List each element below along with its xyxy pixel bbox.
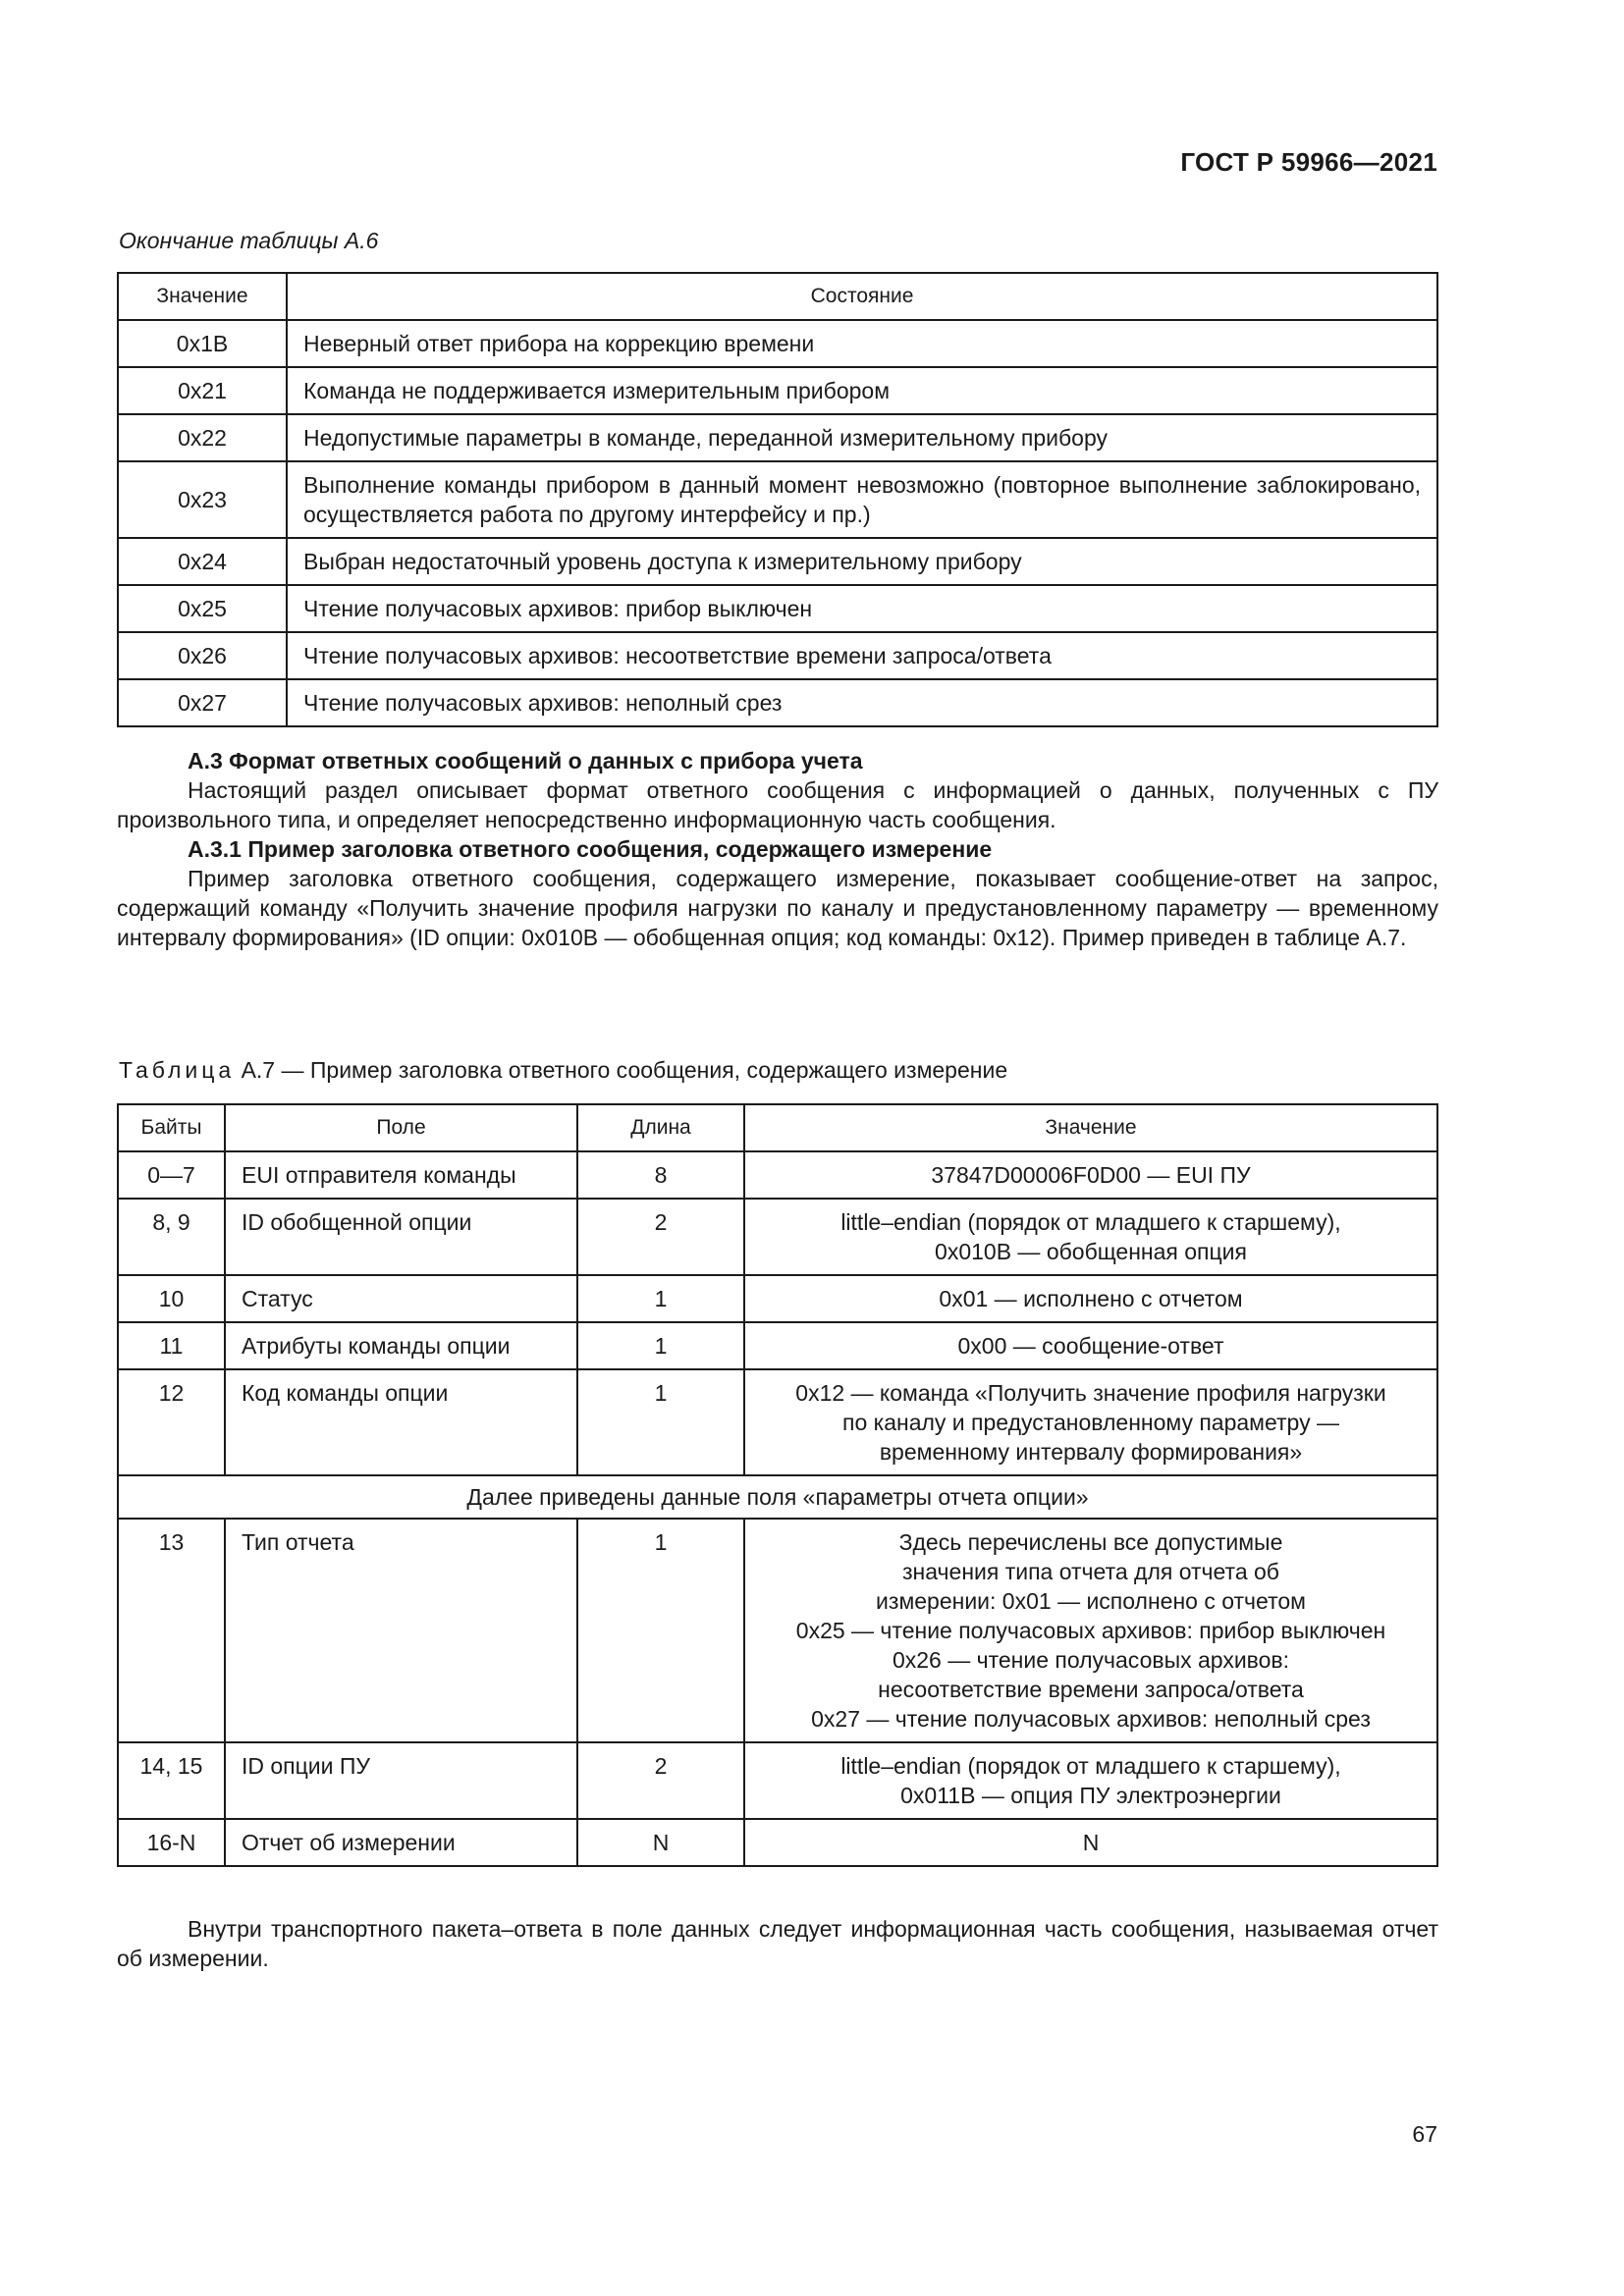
- section-paragraph: Настоящий раздел описывает формат ответного сообщения с информацией о данных, полученных с ПУ произвольного типа, и определяет непосредственно информационную часть сообщения.: [117, 777, 1438, 832]
- status-description-cell: Команда не поддерживается измерительным прибором: [287, 367, 1437, 414]
- status-description-cell: Недопустимые параметры в команде, переданной измерительному прибору: [287, 414, 1437, 461]
- value-line: временному интервалу формирования»: [879, 1439, 1303, 1465]
- value-cell: [744, 1199, 1437, 1275]
- status-code-cell: 0x24: [118, 538, 287, 585]
- table-span-row: [118, 1475, 1437, 1519]
- value-cell: [744, 1322, 1437, 1369]
- table-row: [118, 1151, 1437, 1199]
- bytes-cell: 16-N: [118, 1819, 225, 1866]
- field-cell: Код команды опции: [225, 1369, 577, 1475]
- field-cell: Статус: [225, 1275, 577, 1322]
- field-cell: Тип отчета: [225, 1519, 577, 1742]
- value-line: 0x25 — чтение получасовых архивов: прибор выключен: [795, 1618, 1386, 1643]
- table-row: [118, 1819, 1437, 1866]
- bytes-cell: 12: [118, 1369, 225, 1475]
- table-row: [118, 1199, 1437, 1275]
- length-cell: 1: [577, 1369, 744, 1475]
- bytes-cell: 0—7: [118, 1151, 225, 1199]
- length-cell: 1: [577, 1275, 744, 1322]
- table-row: [118, 1369, 1437, 1475]
- field-cell: EUI отправителя команды: [225, 1151, 577, 1199]
- value-line: 0x011B — опция ПУ электроэнергии: [900, 1783, 1281, 1808]
- column-header: Длина: [577, 1104, 744, 1151]
- table-a6-caption: Окончание таблицы А.6: [119, 228, 379, 253]
- table-header-row: [118, 273, 1437, 320]
- subsection-heading: А.3.1 Пример заголовка ответного сообщения, содержащего измерение: [188, 836, 993, 862]
- value-cell: [744, 1819, 1437, 1866]
- status-code-cell: 0x23: [118, 461, 287, 538]
- field-cell: Атрибуты команды опции: [225, 1322, 577, 1369]
- status-code-cell: 0x1B: [118, 320, 287, 367]
- status-description-cell: Неверный ответ прибора на коррекцию времени: [287, 320, 1437, 367]
- column-header: Состояние: [287, 273, 1437, 320]
- status-code-cell: 0x25: [118, 585, 287, 632]
- value-line: по каналу и предустановленному параметру —: [842, 1410, 1339, 1435]
- bytes-cell: 11: [118, 1322, 225, 1369]
- table-caption-label: Таблица: [119, 1057, 236, 1083]
- value-line: значения типа отчета для отчета об: [902, 1559, 1279, 1584]
- table-row: [118, 461, 1437, 538]
- table-row: [118, 320, 1437, 367]
- value-cell: [744, 1369, 1437, 1475]
- value-line: 37847D00006F0D00 — EUI ПУ: [931, 1162, 1251, 1188]
- value-line: несоответствие времени запроса/ответа: [878, 1677, 1304, 1702]
- status-description-cell: Чтение получасовых архивов: прибор выключен: [287, 585, 1437, 632]
- value-cell: [744, 1519, 1437, 1742]
- status-description-cell: Чтение получасовых архивов: неполный срез: [287, 679, 1437, 726]
- value-line: 0x12 — команда «Получить значение профиля нагрузки: [795, 1380, 1386, 1406]
- closing-paragraph: Внутри транспортного пакета–ответа в поле данных следует информационная часть сообщения, называемая отчет об измерении.: [117, 1916, 1438, 1971]
- table-a6-body: [118, 320, 1437, 726]
- section-heading: А.3 Формат ответных сообщений о данных с прибора учета: [188, 748, 863, 774]
- field-cell: Отчет об измерении: [225, 1819, 577, 1866]
- length-cell: 1: [577, 1322, 744, 1369]
- table-row: [118, 1742, 1437, 1819]
- status-code-cell: 0x26: [118, 632, 287, 679]
- status-description-cell: Выполнение команды прибором в данный момент невозможно (повторное выполнение заблокировано, осуществляется работа по другому интерфейсу и пр.): [287, 461, 1437, 538]
- table-row: [118, 679, 1437, 726]
- value-line: little–endian (порядок от младшего к старшему),: [840, 1753, 1341, 1779]
- value-cell: [744, 1742, 1437, 1819]
- value-line: Здесь перечислены все допустимые: [898, 1529, 1283, 1555]
- bytes-cell: 8, 9: [118, 1199, 225, 1275]
- closing-text: [117, 1914, 1438, 1973]
- section-a3: [117, 746, 1438, 952]
- length-cell: 8: [577, 1151, 744, 1199]
- status-description-cell: Выбран недостаточный уровень доступа к измерительному прибору: [287, 538, 1437, 585]
- value-line: 0x27 — чтение получасовых архивов: неполный срез: [811, 1706, 1371, 1732]
- table-row: [118, 538, 1437, 585]
- value-line: little–endian (порядок от младшего к старшему),: [840, 1209, 1341, 1235]
- table-row: [118, 1275, 1437, 1322]
- table-a7-caption: [119, 1057, 1007, 1084]
- bytes-cell: 14, 15: [118, 1742, 225, 1819]
- table-caption-title: А.7 — Пример заголовка ответного сообщения, содержащего измерение: [235, 1057, 1008, 1083]
- value-line: 0x01 — исполнено с отчетом: [939, 1286, 1243, 1311]
- table-a7-body: [118, 1151, 1437, 1866]
- table-row: [118, 1519, 1437, 1742]
- value-cell: [744, 1151, 1437, 1199]
- column-header: Значение: [744, 1104, 1437, 1151]
- column-header: Поле: [225, 1104, 577, 1151]
- table-row: [118, 414, 1437, 461]
- span-cell: Далее приведены данные поля «параметры отчета опции»: [118, 1475, 1437, 1519]
- bytes-cell: 13: [118, 1519, 225, 1742]
- status-code-cell: 0x21: [118, 367, 287, 414]
- table-row: [118, 585, 1437, 632]
- table-row: [118, 632, 1437, 679]
- table-a7: [117, 1103, 1438, 1867]
- length-cell: 1: [577, 1519, 744, 1742]
- field-cell: ID обобщенной опции: [225, 1199, 577, 1275]
- subsection-paragraph: Пример заголовка ответного сообщения, содержащего измерение, показывает сообщение-ответ на запрос, содержащий команду «Получить значение профиля нагрузки по каналу и предустановленному параметру — временному интервалу формирования» (ID опции: 0x010B — обобщенная опция; код команды: 0x12). Пример приведен в таблице А.7.: [117, 866, 1438, 950]
- length-cell: 2: [577, 1742, 744, 1819]
- status-code-cell: 0x22: [118, 414, 287, 461]
- table-row: [118, 367, 1437, 414]
- table-a6: [117, 272, 1438, 727]
- table-header-row: [118, 1104, 1437, 1151]
- column-header: Значение: [118, 273, 287, 320]
- table-row: [118, 1322, 1437, 1369]
- length-cell: 2: [577, 1199, 744, 1275]
- standard-designation: ГОСТ Р 59966—2021: [1180, 147, 1437, 177]
- value-line: 0x010B — обобщенная опция: [935, 1239, 1247, 1264]
- value-line: измерении: 0x01 — исполнено с отчетом: [876, 1588, 1306, 1614]
- column-header: Байты: [118, 1104, 225, 1151]
- value-cell: [744, 1275, 1437, 1322]
- value-line: 0x26 — чтение получасовых архивов:: [892, 1647, 1290, 1673]
- field-cell: ID опции ПУ: [225, 1742, 577, 1819]
- page-number: 67: [1412, 2121, 1437, 2147]
- status-description-cell: Чтение получасовых архивов: несоответствие времени запроса/ответа: [287, 632, 1437, 679]
- value-line: N: [1082, 1830, 1100, 1855]
- status-code-cell: 0x27: [118, 679, 287, 726]
- length-cell: N: [577, 1819, 744, 1866]
- bytes-cell: 10: [118, 1275, 225, 1322]
- value-line: 0x00 — сообщение-ответ: [957, 1333, 1224, 1359]
